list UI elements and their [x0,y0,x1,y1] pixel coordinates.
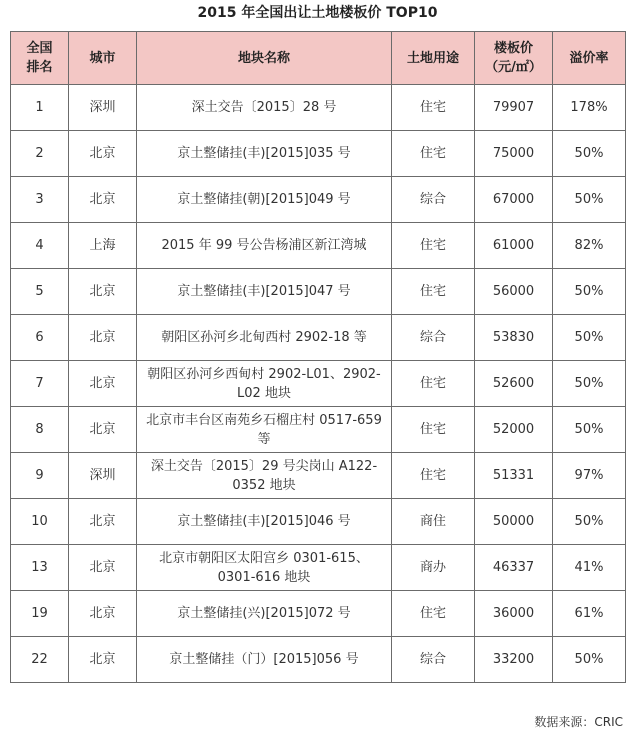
cell-rank: 22 [11,637,69,683]
cell-rank: 19 [11,591,69,637]
column-header-price-label: 楼板价 [493,41,533,56]
cell-usage: 住宅 [392,131,475,177]
cell-price: 33200 [475,637,553,683]
cell-premium: 50% [553,177,626,223]
cell-plot: 朝阳区孙河乡西甸村 2902-L01、2902-L02 地块 [137,361,392,407]
table-row [11,361,626,407]
cell-rank: 13 [11,545,69,591]
cell-usage: 住宅 [392,361,475,407]
cell-city: 深圳 [69,85,137,131]
cell-premium: 50% [553,315,626,361]
cell-rank: 8 [11,407,69,453]
cell-rank: 4 [11,223,69,269]
cell-plot: 深土交告〔2015〕29 号尖岗山 A122-0352 地块 [137,453,392,499]
cell-plot: 京土整储挂(朝)[2015]049 号 [137,177,392,223]
cell-usage: 商住 [392,499,475,545]
cell-premium: 50% [553,269,626,315]
table-row [11,453,626,499]
cell-plot: 北京市丰台区南苑乡石榴庄村 0517-659 等 [137,407,392,453]
cell-rank: 7 [11,361,69,407]
cell-plot: 京土整储挂(丰)[2015]047 号 [137,269,392,315]
cell-rank: 9 [11,453,69,499]
cell-premium: 50% [553,361,626,407]
cell-plot: 京土整储挂(丰)[2015]035 号 [137,131,392,177]
cell-usage: 综合 [392,177,475,223]
table-header-row [11,32,626,85]
table-body [11,85,626,683]
cell-premium: 41% [553,545,626,591]
table-row [11,85,626,131]
cell-premium: 50% [553,637,626,683]
cell-rank: 1 [11,85,69,131]
cell-price: 36000 [475,591,553,637]
cell-premium: 97% [553,453,626,499]
cell-usage: 商办 [392,545,475,591]
table-row [11,269,626,315]
cell-city: 北京 [69,269,137,315]
cell-price: 67000 [475,177,553,223]
cell-premium: 82% [553,223,626,269]
cell-city: 北京 [69,591,137,637]
cell-city: 北京 [69,545,137,591]
column-header-plot: 地块名称 [137,32,392,85]
column-header-rank-label: 全国排名 [26,41,53,75]
cell-city: 北京 [69,361,137,407]
cell-plot: 京土整储挂(丰)[2015]046 号 [137,499,392,545]
cell-premium: 50% [553,499,626,545]
cell-price: 79907 [475,85,553,131]
column-header-price [475,32,553,85]
cell-usage: 综合 [392,315,475,361]
cell-city: 北京 [69,499,137,545]
column-header-usage: 土地用途 [392,32,475,85]
cell-city: 深圳 [69,453,137,499]
cell-premium: 50% [553,407,626,453]
cell-usage: 综合 [392,637,475,683]
cell-rank: 6 [11,315,69,361]
cell-plot: 2015 年 99 号公告杨浦区新江湾城 [137,223,392,269]
cell-usage: 住宅 [392,85,475,131]
column-header-rank [11,32,69,85]
cell-rank: 3 [11,177,69,223]
cell-usage: 住宅 [392,269,475,315]
cell-plot: 京土整储挂（门）[2015]056 号 [137,637,392,683]
cell-premium: 50% [553,131,626,177]
cell-usage: 住宅 [392,223,475,269]
page-title: 2015 年全国出让土地楼板价 TOP10 [197,5,438,21]
cell-price: 61000 [475,223,553,269]
cell-rank: 5 [11,269,69,315]
table-row [11,637,626,683]
table-row [11,591,626,637]
cell-plot: 京土整储挂(兴)[2015]072 号 [137,591,392,637]
cell-price: 46337 [475,545,553,591]
cell-price: 53830 [475,315,553,361]
cell-rank: 10 [11,499,69,545]
column-header-city: 城市 [69,32,137,85]
cell-price: 75000 [475,131,553,177]
table-row [11,315,626,361]
table-row [11,177,626,223]
cell-city: 上海 [69,223,137,269]
cell-price: 52000 [475,407,553,453]
column-header-premium: 溢价率 [553,32,626,85]
cell-city: 北京 [69,177,137,223]
cell-city: 北京 [69,315,137,361]
column-header-price-unit: （元/㎡） [485,60,542,75]
table-row [11,223,626,269]
table-row [11,131,626,177]
land-price-table [10,31,626,683]
table-row [11,499,626,545]
cell-usage: 住宅 [392,453,475,499]
cell-city: 北京 [69,131,137,177]
cell-rank: 2 [11,131,69,177]
cell-premium: 178% [553,85,626,131]
cell-premium: 61% [553,591,626,637]
cell-price: 51331 [475,453,553,499]
cell-city: 北京 [69,407,137,453]
data-source-note: 数据来源：CRIC [534,715,623,729]
cell-price: 52600 [475,361,553,407]
table-row [11,407,626,453]
table-row [11,545,626,591]
cell-plot: 深土交告〔2015〕28 号 [137,85,392,131]
cell-price: 50000 [475,499,553,545]
cell-plot: 朝阳区孙河乡北甸西村 2902-18 等 [137,315,392,361]
cell-usage: 住宅 [392,407,475,453]
cell-price: 56000 [475,269,553,315]
cell-city: 北京 [69,637,137,683]
cell-usage: 住宅 [392,591,475,637]
cell-plot: 北京市朝阳区太阳宫乡 0301-615、0301-616 地块 [137,545,392,591]
